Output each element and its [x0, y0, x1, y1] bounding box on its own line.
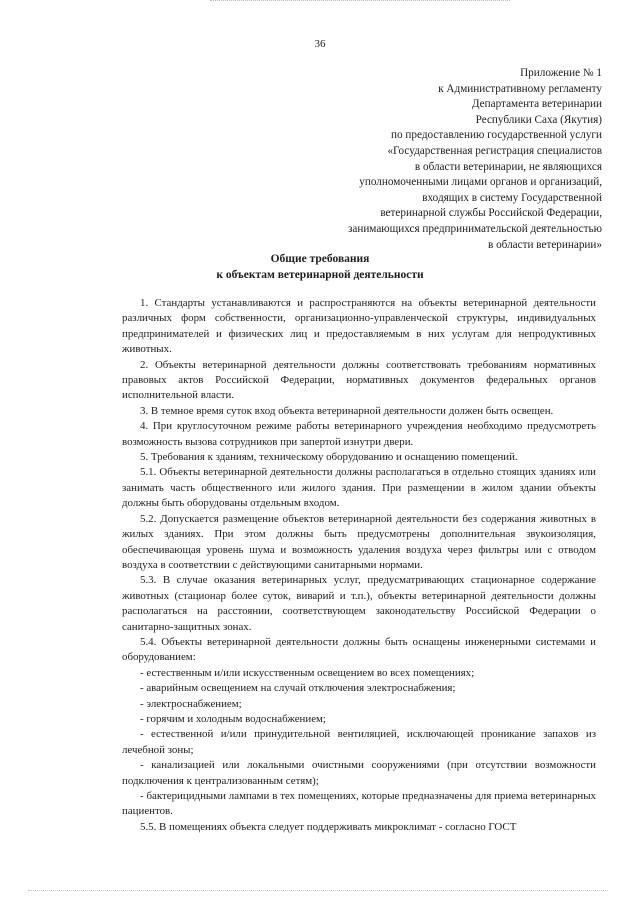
- title-line-2: к объектам ветеринарной деятельности: [216, 269, 424, 281]
- document-body: [122, 296, 596, 835]
- paragraph: 1. Стандарты устанавливаются и распространяются на объекты ветеринарной деятельности различных форм собственности, организационно-управленческой структуры, индивидуальных предпринимателей и физических лиц и предоставляемым в них услугам для непродуктивных животных.: [122, 297, 596, 356]
- page-number: 36: [314, 38, 326, 50]
- list-item: - естественным и/или искусственным освещением во всех помещениях;: [140, 666, 475, 679]
- appendix-line: к Административному регламенту: [438, 82, 602, 95]
- list-item: - естественной и/или принудительной вентиляцией, исключающей проникание запахов из лечебной зоны;: [122, 728, 596, 756]
- appendix-line: Республики Саха (Якутия): [475, 113, 602, 126]
- appendix-line: в области ветеринарии, не являющихся: [414, 160, 602, 173]
- scan-edge-top: [210, 0, 510, 3]
- paragraph: 5.2. Допускается размещение объектов ветеринарной деятельности без содержания животных в жилых зданиях. При этом должны быть предусмотрены дополнительная звукоизоляция, обеспечивающая уровень шума и возможность удаления воздуха через фильтры или с отводом воздуха в соответствии с действующими санитарными нормами.: [122, 512, 596, 571]
- paragraph: 5.1. Объекты ветеринарной деятельности должны располагаться в отдельно стоящих зданиях или занимать часть общественного или жилого здания. При размещении в жилом здании объекты должны быть оборудованы отдельным входом.: [122, 466, 596, 510]
- paragraph: 4. При круглосуточном режиме работы ветеринарного учреждения необходимо предусмотреть возможность вызова сотрудников при запертой изнутри двери.: [122, 420, 596, 448]
- paragraph: 3. В темное время суток вход объекта ветеринарной деятельности должен быть освещен.: [140, 404, 554, 417]
- appendix-line: Приложение № 1: [520, 67, 602, 79]
- appendix-line: ветеринарной службы Российской Федерации,: [380, 207, 602, 220]
- appendix-line: занимающихся предпринимательской деятельностью: [347, 222, 602, 235]
- paragraph: 5.5. В помещениях объекта следует поддерживать микроклимат - согласно ГОСТ: [140, 820, 517, 833]
- list-item: - горячим и холодным водоснабжением;: [140, 712, 326, 725]
- paragraph: 2. Объекты ветеринарной деятельности должны соответствовать требованиям нормативных правовых актов Российской Федерации, нормативных документов федеральных органов исполнительной власти.: [122, 358, 596, 402]
- title-line-1: Общие требования: [270, 253, 370, 265]
- paragraph: 5.3. В случае оказания ветеринарных услуг, предусматривающих стационарное содержание животных (стационар более суток, виварий и т.п.), объекты ветеринарной деятельности должны располагаться на расстоянии, соответствующем законодательству Российской Федерации о санитарно-защитных зонах.: [122, 574, 596, 633]
- scan-edge-bottom: [28, 890, 608, 893]
- paragraph: 5. Требования к зданиям, техническому оборудованию и оснащению помещений.: [140, 451, 518, 464]
- appendix-header: [182, 66, 602, 253]
- document-title: [0, 251, 640, 283]
- appendix-line: по предоставлению государственной услуги: [391, 129, 602, 142]
- list-item: - канализацией или локальными очистными сооружениями (при отсутствии возможности подключения к централизованным сетям);: [122, 759, 596, 787]
- appendix-line: Департамента ветеринарии: [471, 98, 602, 111]
- list-item: - аварийным освещением на случай отключения электроснабжения;: [140, 682, 456, 695]
- list-item: - электроснабжением;: [140, 697, 242, 710]
- appendix-line: в области ветеринарии»: [487, 238, 602, 251]
- paragraph: 5.4. Объекты ветеринарной деятельности должны быть оснащены инженерными системами и оборудованием:: [122, 635, 596, 664]
- appendix-line: «Государственная регистрация специалистов: [387, 144, 602, 157]
- appendix-line: уполномоченными лицами органов и организаций,: [359, 176, 602, 189]
- list-item: - бактерицидными лампами в тех помещениях, которые предназначены для приема ветеринарных пациентов.: [122, 790, 596, 818]
- appendix-line: входящих в систему Государственной: [422, 191, 602, 204]
